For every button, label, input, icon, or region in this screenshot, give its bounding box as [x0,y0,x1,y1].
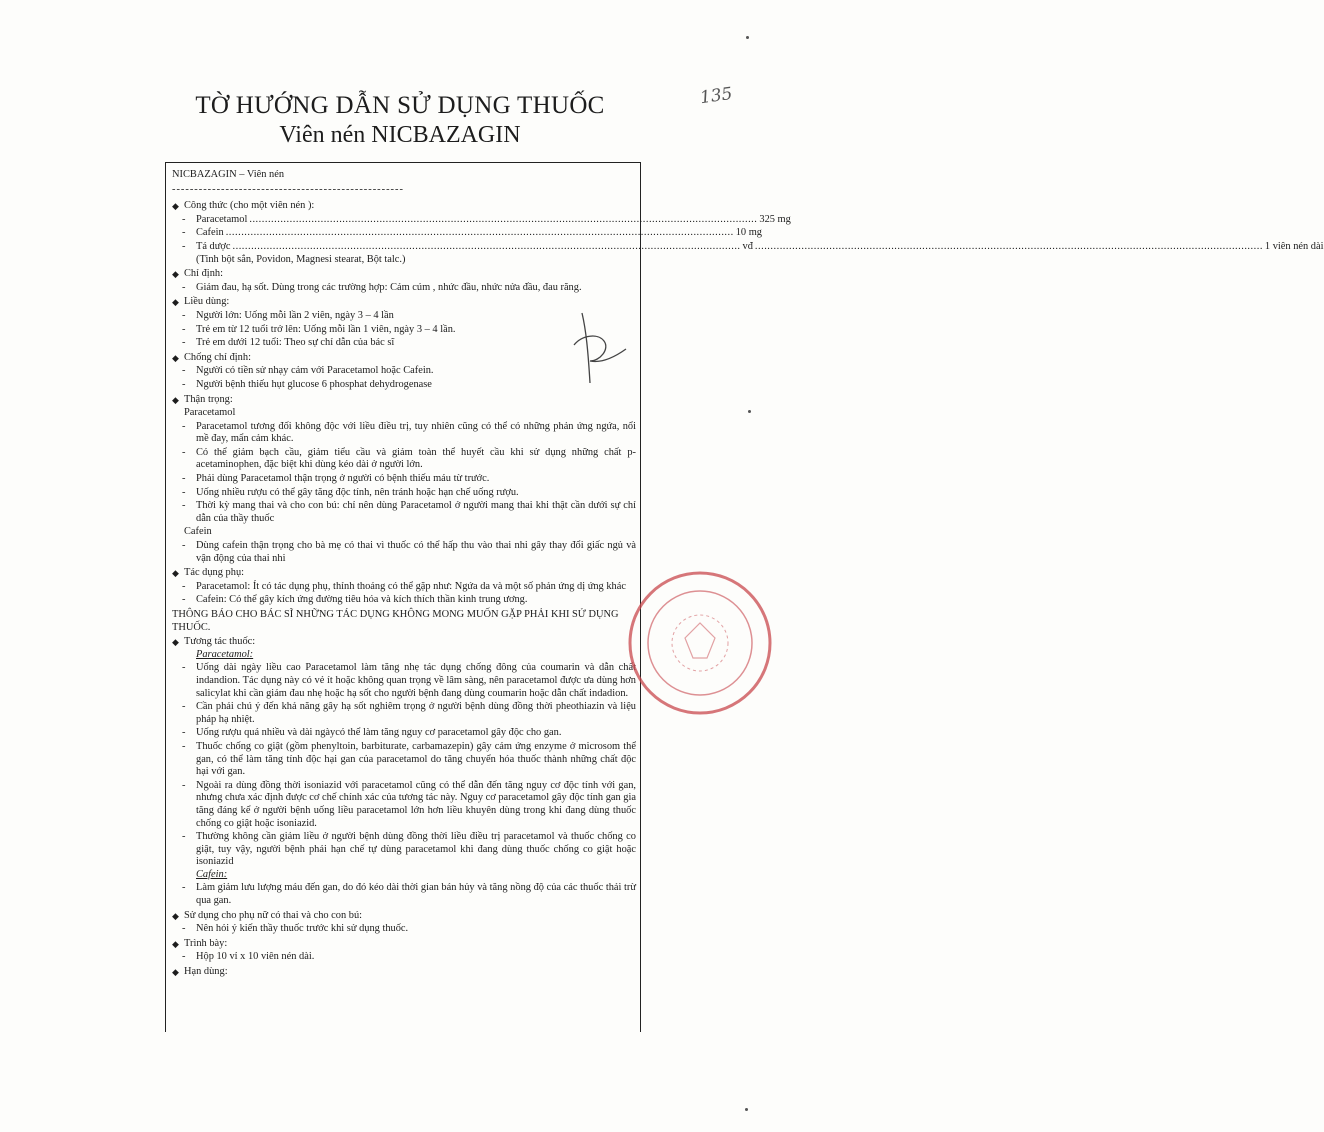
ingredient-amount: 10 mg [735,227,762,239]
official-stamp [625,568,775,718]
composition-item [172,213,791,227]
interaction-item: - Thường không cần giảm liều ở người bệnh dùng đồng thời liều điều trị paracetamol và thuốc chống co giật, tuy vậy, người bệnh phải hạn chế tự dùng paracetamol khi đang dùng thuốc chống co giật hoặc isoniazid [172,831,636,869]
contraindication-item: - Người bệnh thiếu hụt glucose 6 phosphat dehydrogenase [172,379,636,392]
leaflet-content-box [165,162,1324,1032]
dosage-heading: ◆ Liều dùng: [172,296,636,309]
precaution-item: - Thời kỳ mang thai và cho con bú: chỉ nên dùng Paracetamol ở người mang thai khi thật cần dưới sự chỉ dẫn của thầy thuốc [172,500,636,525]
handwritten-page-number: 135 [698,83,734,109]
title-sub: Viên nén NICBAZAGIN [279,122,521,148]
composition-item [172,227,762,240]
interaction-item: - Uống rượu quá nhiều và dài ngàycó thể làm tăng nguy cơ paracetamol gây độc cho gan. [172,727,636,740]
dosage-item: - Trẻ em dưới 12 tuổi: Theo sự chỉ dẫn của bác sĩ [172,337,636,350]
dosage-item: - Trẻ em từ 12 tuổi trở lên: Uống mỗi lần 1 viên, ngày 3 – 4 lần. [172,324,636,337]
excipient-note: (Tinh bột sắn, Povidon, Magnesi stearat, Bột talc.) [196,253,406,265]
precaution-item: - Paracetamol tương đối không độc với liều điều trị, tuy nhiên cũng có thể có những phản ứng ngứa, nổi mề đay, mẩn cảm khác. [172,421,636,446]
side-effect-item: - Paracetamol: Ít có tác dụng phụ, thỉnh thoảng có thể gặp như: Ngứa da và một số phản ứng dị ứng khác [172,581,636,594]
pregnancy-heading: ◆ Sử dụng cho phụ nữ có thai và cho con bú: [172,910,636,923]
interaction-item: - Làm giảm lưu lượng máu đến gan, do đó kéo dài thời gian bán hủy và tăng nồng độ của các thuốc thải trừ qua gan. [172,882,636,907]
scan-speck [748,410,751,413]
dash-separator: ---------------------------------------------------- [172,183,404,195]
leader-dots [755,241,1263,254]
indication-item: - Giảm đau, hạ sốt. Dùng trong các trường hợp: Cảm cúm , nhức đầu, nhức nửa đầu, đau răng. [172,282,636,295]
box-header: NICBAZAGIN – Viên nén [172,169,285,180]
side-effects-notice: THÔNG BÁO CHO BÁC SĨ NHỮNG TÁC DỤNG KHÔNG MONG MUỐN GẶP PHẢI KHI SỬ DỤNG THUỐC. [172,609,619,633]
side-effects-heading: ◆ Tác dụng phụ: [172,567,636,580]
leader-dots [226,227,734,240]
interactions-paracetamol-label: Paracetamol: [196,648,254,660]
precaution-item: - Uống nhiều rượu có thể gây tăng độc tính, nên tránh hoặc hạn chế uống rượu. [172,487,636,500]
interaction-item: - Cần phải chú ý đến khả năng gây hạ sốt nghiêm trọng ở người bệnh dùng đồng thời pheothiazin và liệu pháp hạ nhiệt. [172,701,636,726]
scan-speck [746,36,749,39]
interactions-cafein-label: Cafein: [196,868,228,880]
composition-heading: ◆ Công thức (cho một viên nén ): [172,200,636,213]
precaution-cafein-label: Cafein [184,526,212,538]
ingredient-amount: 325 mg [759,213,791,225]
precaution-item: - Có thể giảm bạch cầu, giảm tiểu cầu và giảm toàn thể huyết cầu khi sử dụng những chất p-acetaminophen, đặc biệt khi dùng kéo dài ở người lớn. [172,447,636,472]
excipient-name: - Tá dược [196,240,231,252]
indication-heading: ◆ Chỉ định: [172,268,636,281]
leader-dots [249,214,757,227]
dosage-item: - Người lớn: Uống mỗi lần 2 viên, ngày 3 – 4 lần [172,310,636,323]
contraindication-item: - Người có tiền sử nhạy cảm với Paracetamol hoặc Cafein. [172,365,636,378]
ingredient-name: - Paracetamol [196,213,248,225]
precaution-item: - Phải dùng Paracetamol thận trọng ở người có bệnh thiếu máu từ trước. [172,473,636,486]
scan-speck [745,1108,748,1111]
pregnancy-item: - Nên hỏi ý kiến thầy thuốc trước khi sử dụng thuốc. [172,923,636,936]
interaction-item: - Thuốc chống co giật (gồm phenyltoin, barbiturate, carbamazepin) gây cảm ứng enzyme ở microsom thể gan, có thể làm tăng tính độc hại gan của paracetamol do tăng chuyển hóa thuốc thành những chất độc hại với gan. [172,741,636,779]
precaution-paracetamol-label: Paracetamol [184,407,236,419]
excipient-vd: vđ [742,240,753,252]
interaction-item: - Ngoài ra dùng đồng thời isoniazid với paracetamol cũng có thể dẫn đến tăng nguy cơ độc tính với gan, nhưng chưa xác định được cơ chế chính xác của tương tác này. Nguy cơ paracetamol gây độc tính gan gia tăng đáng kể ở người bệnh uống liều paracetamol lớn hơn liều khuyên dùng trong khi đang dùng thuốc chống co giật hoặc isoniazid. [172,780,636,830]
ingredient-name: - Cafein [196,227,224,239]
expiry-heading: ◆ Hạn dùng: [172,966,636,979]
contraindication-heading: ◆ Chống chỉ định: [172,352,636,365]
leader-dots [233,241,741,254]
interaction-item: - Uống dài ngày liều cao Paracetamol làm tăng nhẹ tác dụng chống đông của coumarin và dẫn chất indandion. Tác dụng này có vẻ ít hoặc không quan trọng về lâm sàng, nên paracetamol được ưa dùng hơn salicylat khi cần giảm đau nhẹ hoặc hạ sốt cho người bệnh đang dùng coumarin hoặc dẫn chất indadion. [172,662,636,700]
presentation-item: - Hộp 10 vỉ x 10 viên nén dài. [172,951,636,964]
title-main: TỜ HƯỚNG DẪN SỬ DỤNG THUỐC [195,92,605,119]
interactions-heading: ◆ Tương tác thuốc: [172,636,636,649]
presentation-heading: ◆ Trình bày: [172,938,636,951]
document-title [0,92,800,149]
composition-item [172,240,1324,254]
precaution-heading: ◆ Thận trọng: [172,394,636,407]
excipient-amount: 1 viên nén dài [1264,240,1324,252]
side-effect-item: - Cafein: Có thể gây kích ứng đường tiêu hóa và kích thích thần kinh trung ương. [172,594,636,607]
precaution-item: - Dùng cafein thận trọng cho bà mẹ có thai vì thuốc có thể hấp thu vào thai nhi gây thay đổi giấc ngủ và vận động của thai nhi [172,540,636,565]
